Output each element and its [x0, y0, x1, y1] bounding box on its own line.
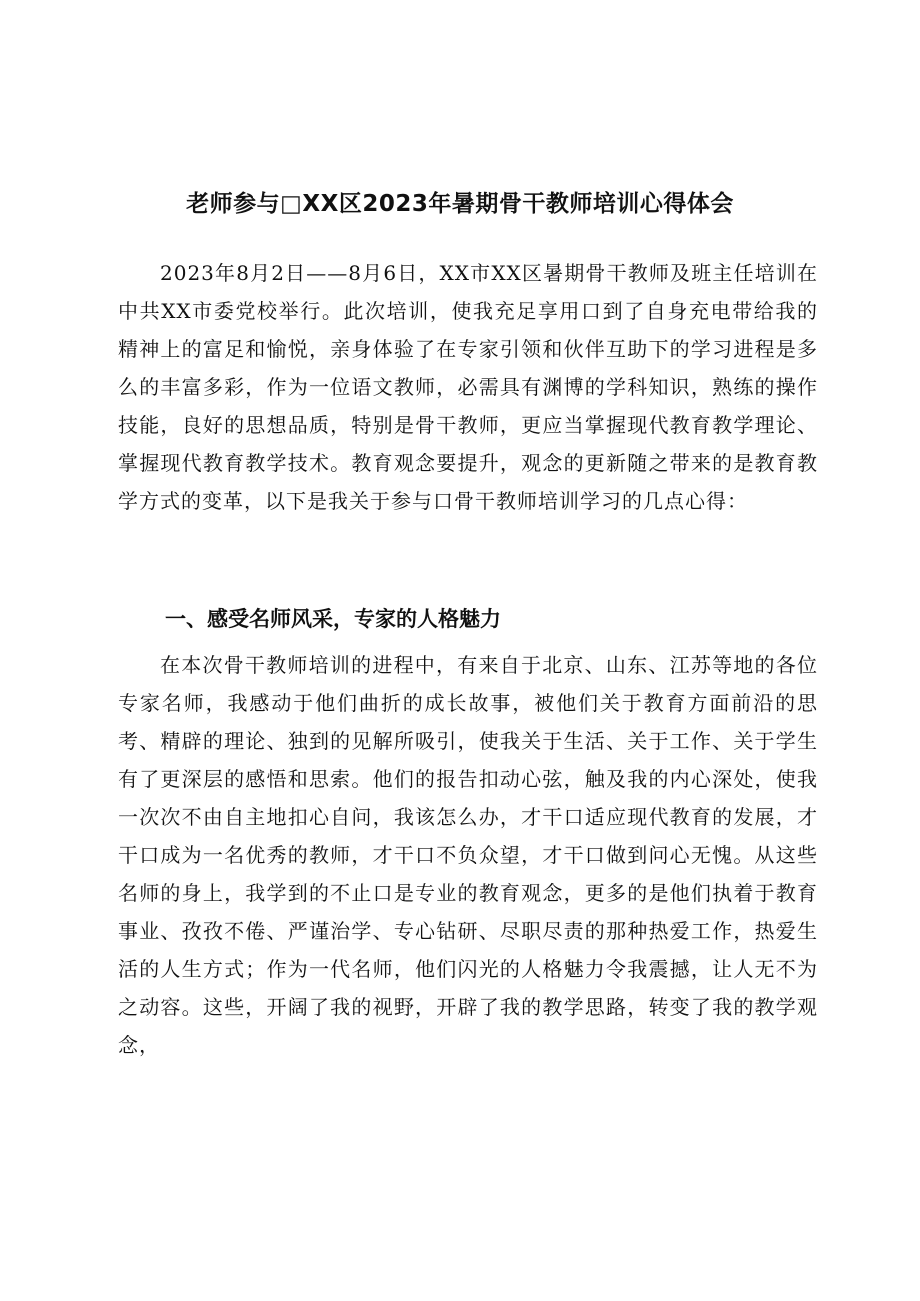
section-heading-1: 一、感受名师风采，专家的人格魅力 — [165, 607, 501, 631]
paragraph-text: 2023年8月2日——8月6日，XX市XX区暑期骨干教师及班主任培训在中共XX市委党校举行。此次培训，使我充足享用口到了自身充电带给我的精神上的富足和愉悦，亲身体验了在专家引领和伙伴互助下的学习进程是多么的丰富多彩，作为一位语文教师，必需具有渊博的学科知识，熟练的操作技能，良好的思想品质，特别是骨干教师，更应当掌握现代教育教学理论、掌握现代教育教学技术。教育观念要提升，观念的更新随之带来的是教育教学方式的变革，以下是我关于参与口骨干教师培训学习的几点心得： — [118, 261, 818, 513]
paragraph-text: 在本次骨干教师培训的进程中，有来自于北京、山东、江苏等地的各位专家名师，我感动于他们曲折的成长故事，被他们关于教育方面前沿的思考、精辟的理论、独到的见解所吸引，使我关于生活、关于工作、关于学生有了更深层的感悟和思索。他们的报告扣动心弦，触及我的内心深处，使我一次次不由自主地扣心自问，我该怎么办，才干口适应现代教育的发展，才干口成为一名优秀的教师，才干口不负众望，才干口做到问心无愧。从这些名师的身上，我学到的不止口是专业的教育观念，更多的是他们执着于教育事业、孜孜不倦、严谨治学、专心钻研、尽职尽责的那种热爱工作，热爱生活的人生方式；作为一代名师，他们闪光的人格魅力令我震撼，让人无不为之动容。这些，开阔了我的视野，开辟了我的教学思路，转变了我的教学观念， — [118, 653, 818, 1057]
body-paragraph-1 — [118, 254, 818, 520]
body-paragraph-2 — [118, 646, 818, 1064]
document-title: 老师参与□XX区2023年暑期骨干教师培训心得体会 — [186, 191, 734, 217]
